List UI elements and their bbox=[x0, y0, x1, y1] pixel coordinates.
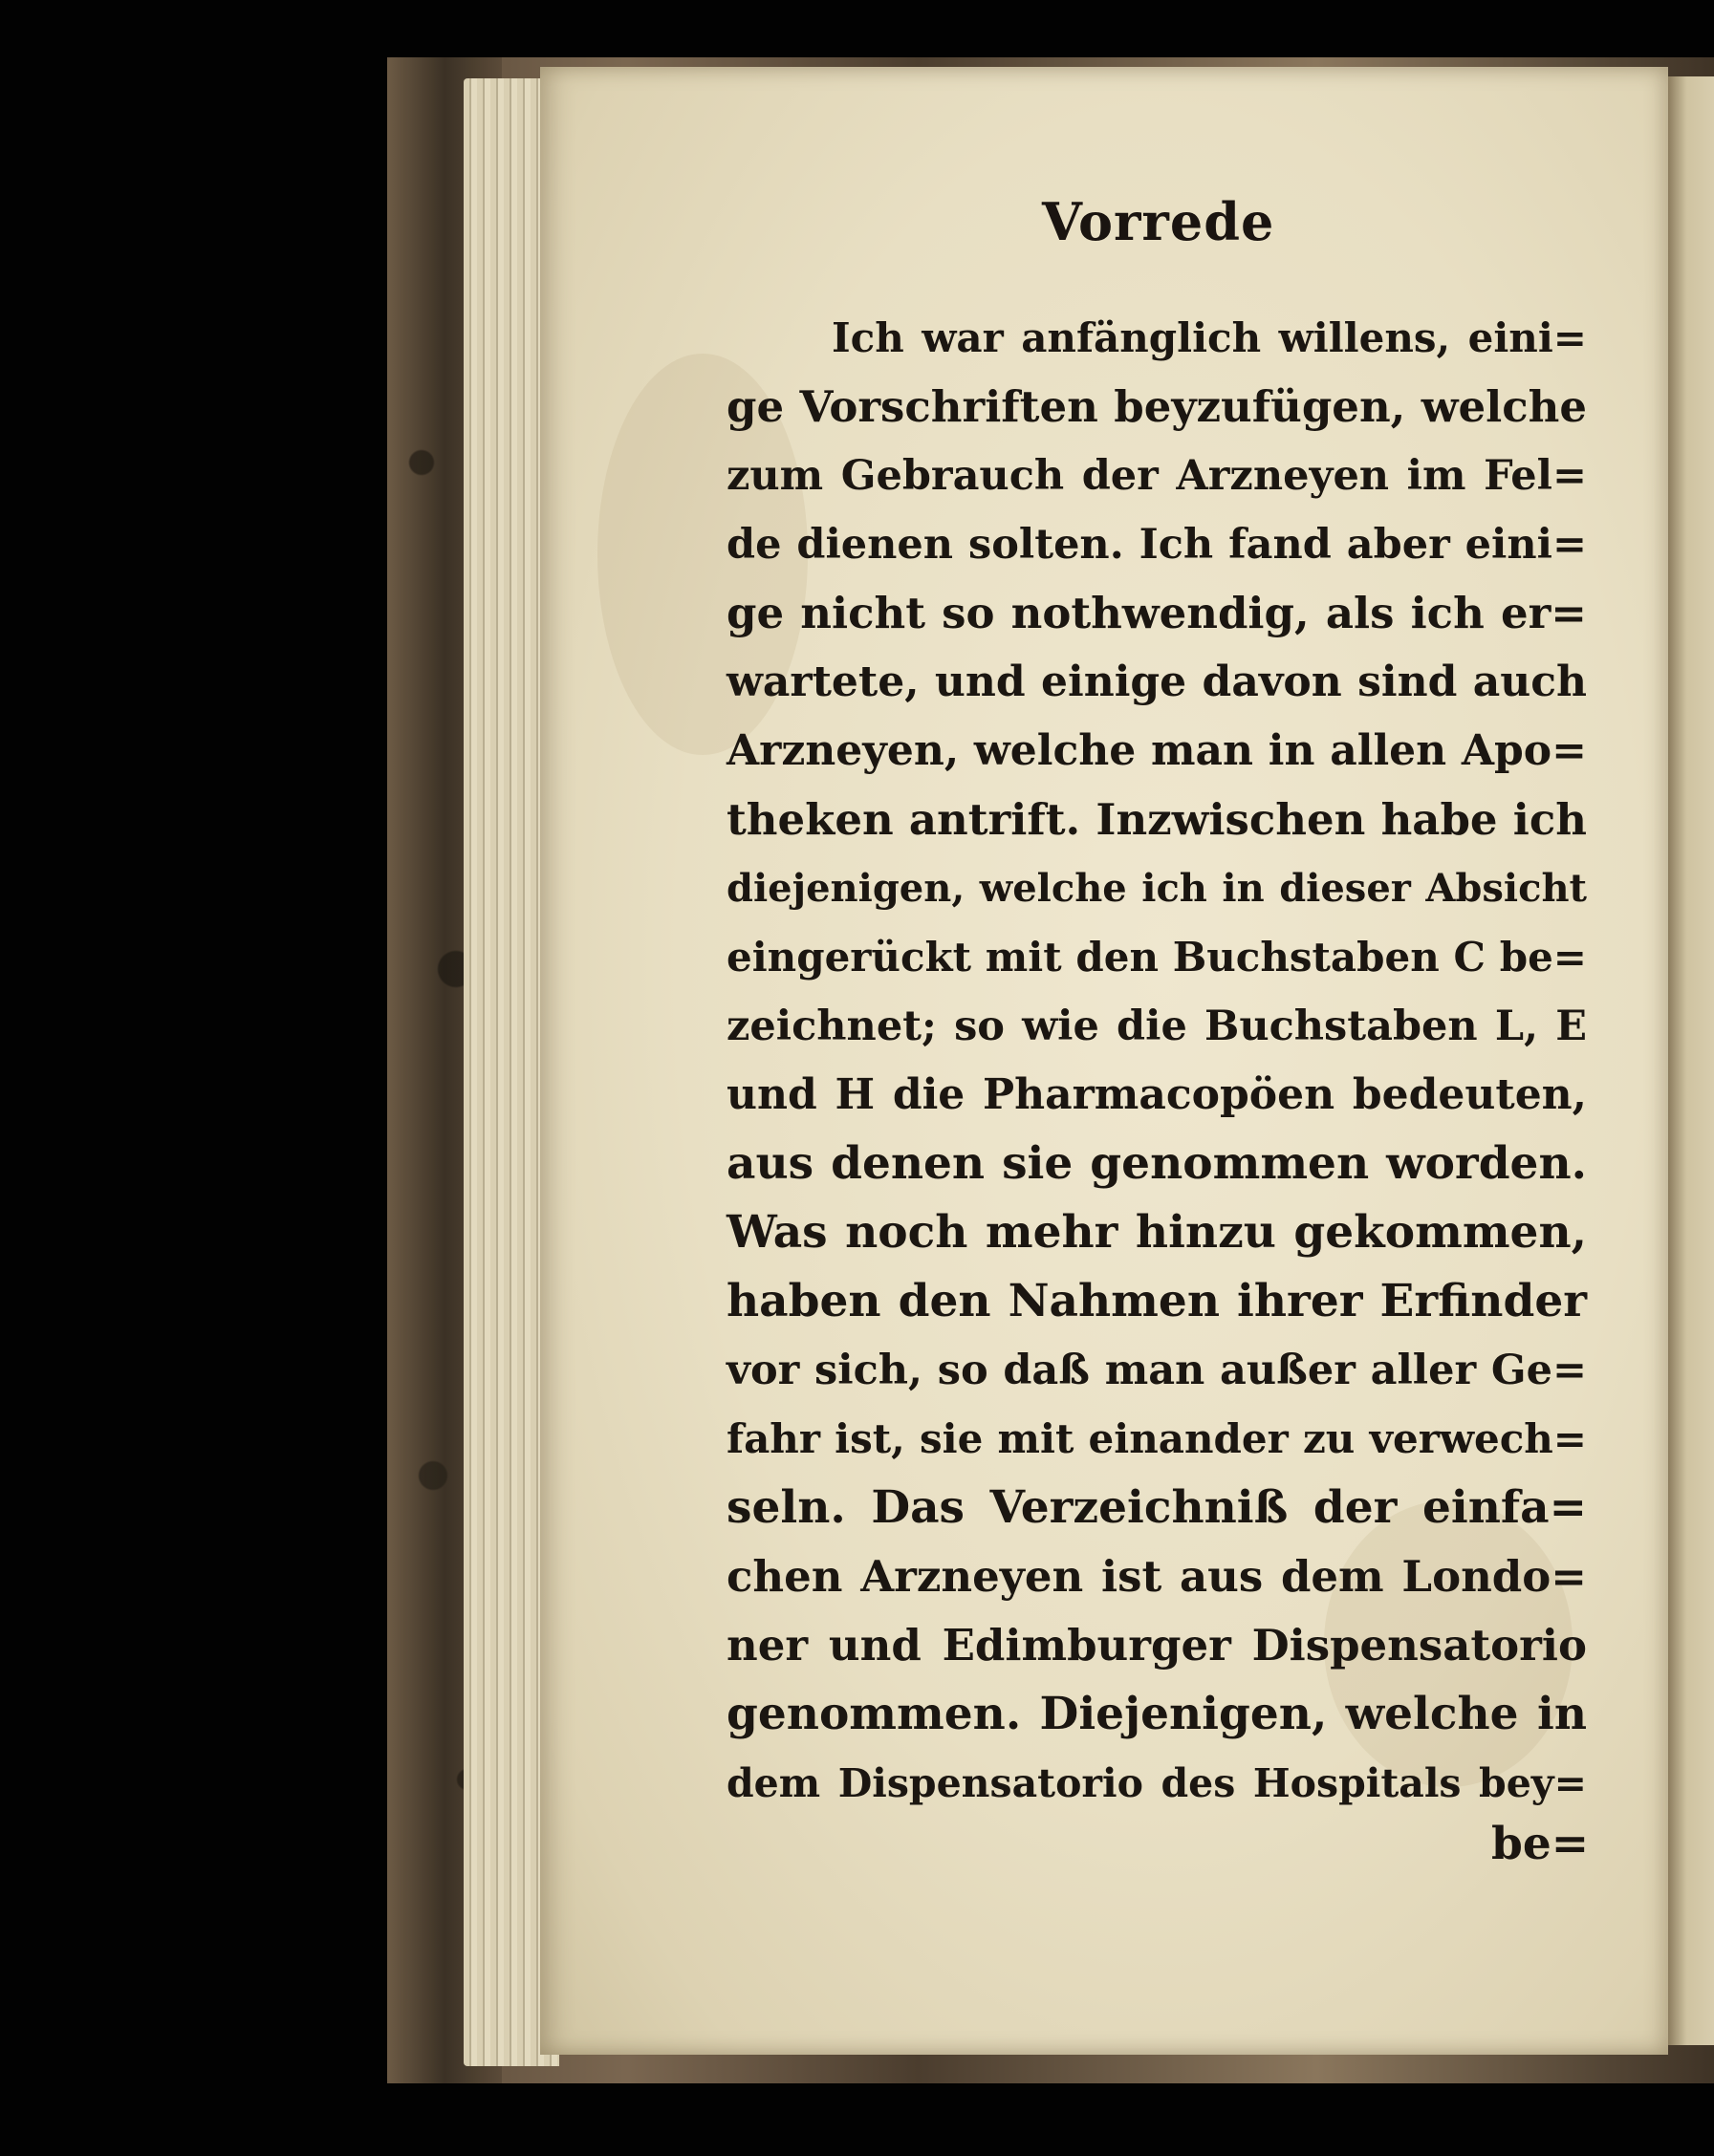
text-line: vor sich, so daß man außer aller Ge= bbox=[727, 1347, 1587, 1394]
page-heading: Vorrede bbox=[1042, 191, 1275, 252]
facing-page-edge bbox=[1668, 76, 1714, 2045]
text-line: genommen. Diejenigen, welche in bbox=[727, 1688, 1587, 1740]
text-line: aus denen sie genommen worden. bbox=[727, 1137, 1587, 1190]
text-line: zum Gebrauch der Arzneyen im Fel= bbox=[727, 452, 1587, 500]
text-line: ner und Edimburger Dispensatorio bbox=[727, 1620, 1587, 1671]
catchword: be= bbox=[1491, 1818, 1590, 1870]
text-line: wartete, und einige davon sind auch bbox=[727, 658, 1587, 706]
text-line: diejenigen, welche ich in dieser Absicht bbox=[727, 866, 1587, 911]
text-line: ge Vorschriften beyzufügen, welche bbox=[727, 381, 1587, 432]
text-line: fahr ist, sie mit einander zu verwech= bbox=[727, 1415, 1587, 1462]
text-line: ge nicht so nothwendig, als ich er= bbox=[727, 588, 1587, 638]
text-line: chen Arzneyen ist aus dem Londo= bbox=[727, 1551, 1587, 1602]
text-line: Ich war anfänglich willens, eini= bbox=[832, 314, 1587, 361]
text-line: und H die Pharmacopöen bedeuten, bbox=[727, 1070, 1587, 1119]
text-line: Arzneyen, welche man in allen Apo= bbox=[727, 726, 1587, 775]
text-line: theken antrift. Inzwischen habe ich bbox=[727, 794, 1587, 845]
text-line: dem Dispensatorio des Hospitals bey= bbox=[727, 1760, 1587, 1806]
text-line: de dienen solten. Ich fand aber eini= bbox=[727, 521, 1587, 569]
body-text bbox=[727, 304, 1587, 1818]
text-line: seln. Das Verzeichniß der einfa= bbox=[727, 1481, 1587, 1534]
text-line: zeichnet; so wie die Buchstaben L, E bbox=[727, 1003, 1587, 1050]
text-line: haben den Nahmen ihrer Erfinder bbox=[727, 1275, 1587, 1327]
text-line: Was noch mehr hinzu gekommen, bbox=[727, 1206, 1587, 1259]
text-line: eingerückt mit den Buchstaben C be= bbox=[727, 934, 1587, 981]
